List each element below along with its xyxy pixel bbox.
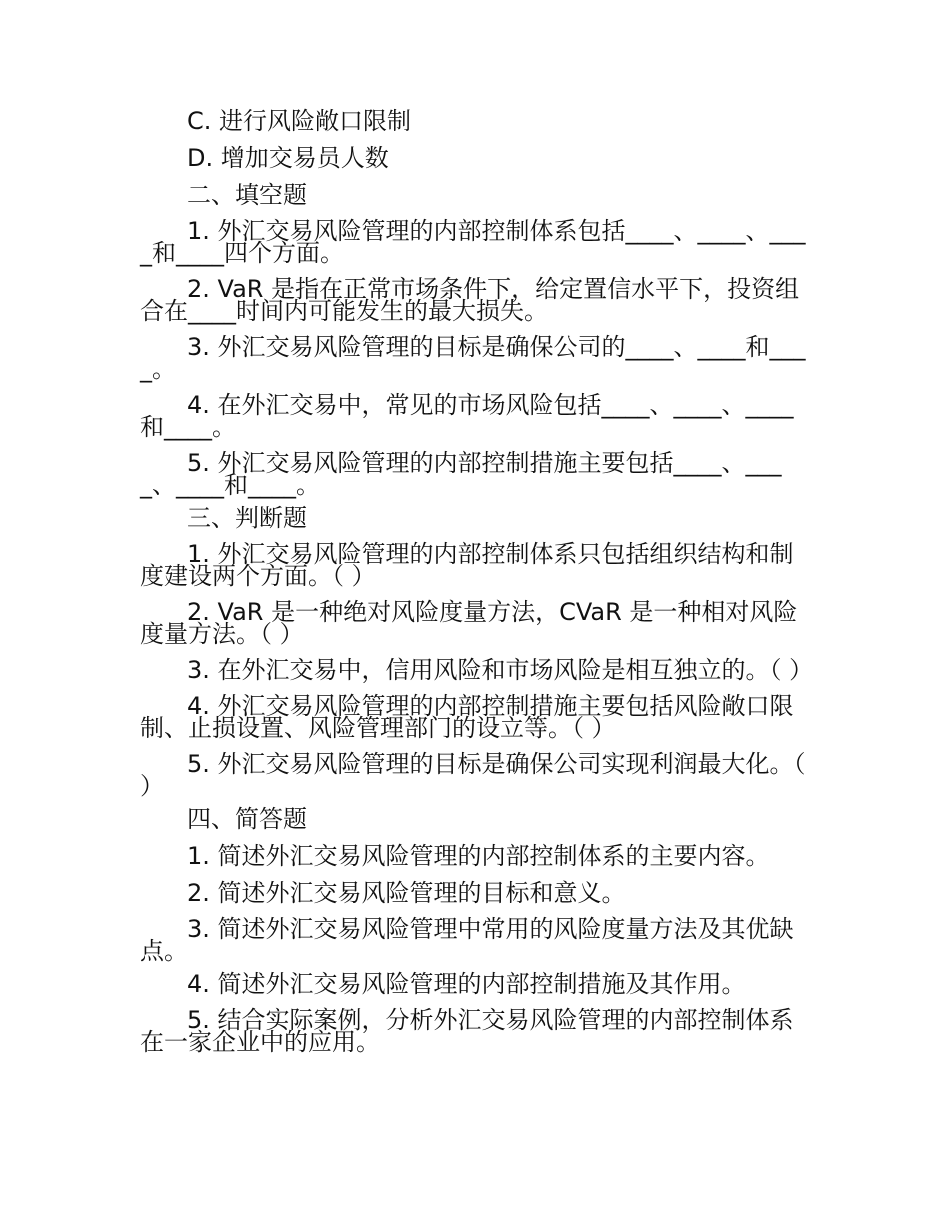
question-option-c: C. 进行风险敞口限制	[187, 107, 412, 135]
section-heading-fill-in: 二、填空题	[187, 181, 307, 209]
true-false-question-2: 2. VaR 是一种绝对风险度量方法，CVaR 是一种相对风险度量方法。（ ）	[140, 598, 798, 648]
true-false-question-1: 1. 外汇交易风险管理的内部控制体系只包括组织结构和制度建设两个方面。（ ）	[140, 540, 794, 590]
fill-in-question-3: 3. 外汇交易风险管理的目标是确保公司的____、____和____。	[140, 333, 806, 383]
question-option-d: D. 增加交易员人数	[187, 144, 389, 172]
section-heading-true-false: 三、判断题	[187, 504, 307, 532]
true-false-question-4: 4. 外汇交易风险管理的内部控制措施主要包括风险敞口限制、止损设置、风险管理部门的设立等。（ ）	[140, 692, 794, 742]
short-answer-question-5: 5. 结合实际案例，分析外汇交易风险管理的内部控制体系在一家企业中的应用。	[140, 1006, 794, 1056]
short-answer-question-1: 1. 简述外汇交易风险管理的内部控制体系的主要内容。	[187, 842, 770, 870]
document-body	[140, 103, 812, 1067]
fill-in-question-5: 5. 外汇交易风险管理的内部控制措施主要包括____、____、____和____。	[140, 449, 782, 499]
fill-in-question-2: 2. VaR 是指在正常市场条件下，给定置信水平下，投资组合在____时间内可能发生的最大损失。	[140, 275, 800, 325]
short-answer-question-2: 2. 简述外汇交易风险管理的目标和意义。	[187, 879, 626, 907]
true-false-question-3: 3. 在外汇交易中，信用风险和市场风险是相互独立的。（ ）	[187, 656, 814, 684]
fill-in-question-4: 4. 在外汇交易中，常见的市场风险包括____、____、____和____。	[140, 391, 794, 441]
section-heading-short-answer: 四、简答题	[187, 805, 307, 833]
short-answer-question-3: 3. 简述外汇交易风险管理中常用的风险度量方法及其优缺点。	[140, 915, 794, 965]
true-false-question-5: 5. 外汇交易风险管理的目标是确保公司实现利润最大化。（ ）	[140, 750, 806, 800]
short-answer-question-4: 4. 简述外汇交易风险管理的内部控制措施及其作用。	[187, 970, 746, 998]
fill-in-question-1: 1. 外汇交易风险管理的内部控制体系包括____、____、____和____四个方面。	[140, 217, 806, 267]
